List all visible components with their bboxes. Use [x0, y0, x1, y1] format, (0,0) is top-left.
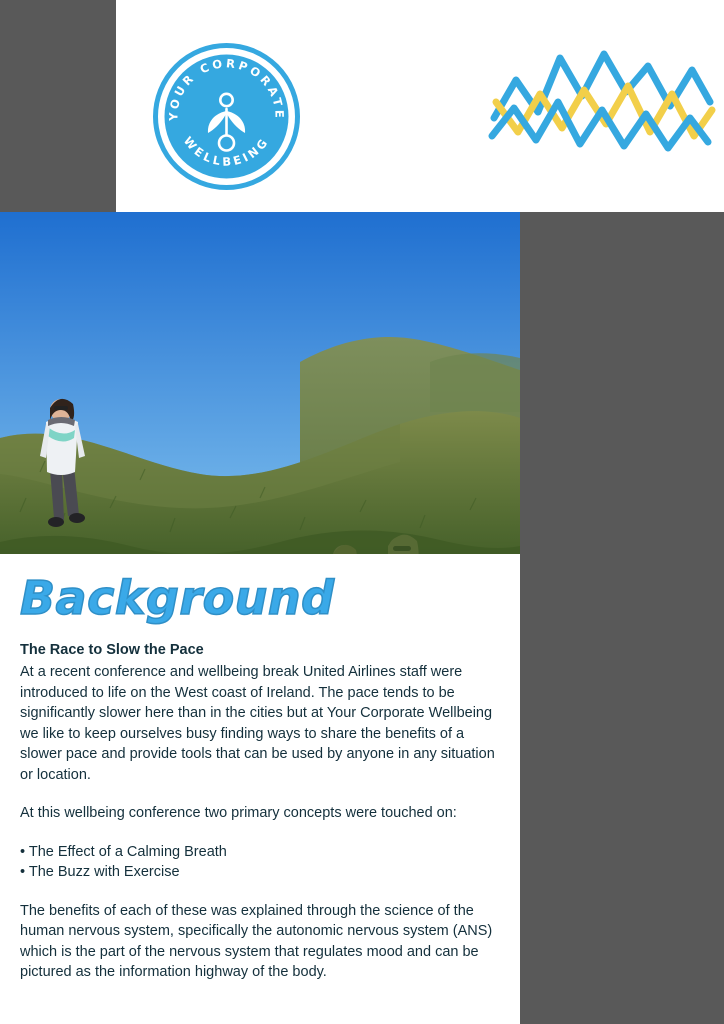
list-item: • The Effect of a Calming Breath: [20, 843, 227, 860]
svg-text:YOUR CORPORATE: YOUR CORPORATE: [166, 56, 287, 122]
article-panel: [0, 554, 520, 1024]
hikers-on-hillside-photo: [0, 212, 520, 554]
svg-text:WELLBEING: WELLBEING: [180, 133, 273, 169]
article-paragraph-2: At this wellbeing conference two primary concepts were touched on:: [20, 805, 457, 821]
article-paragraph-3: The benefits of each of these was explained through the science of the human nervous system, specifically the autonomic nervous system (ANS) which is the part of the nervous system that regulates mood and can be pictured as the information highway of the body.: [20, 902, 493, 980]
zigzag-squiggle-artwork: [486, 36, 716, 161]
page-title: Background: [20, 571, 335, 625]
article-subheading: The Race to Slow the Pace: [20, 642, 204, 658]
list-item: • The Buzz with Exercise: [20, 864, 180, 880]
header-band: [116, 0, 724, 212]
your-corporate-wellbeing-logo: [153, 43, 300, 190]
article-paragraph-1: At a recent conference and wellbeing break United Airlines staff were introduced to life on the West coast of Ireland. The pace tends to be significantly slower here than in the cities but at Your Corporate Wellbeing we like to keep ourselves busy finding ways to share the benefits of a slower pace and provide tools that can be used by anyone in any situation or location.: [20, 664, 495, 783]
article-bullet-list: [20, 842, 500, 883]
